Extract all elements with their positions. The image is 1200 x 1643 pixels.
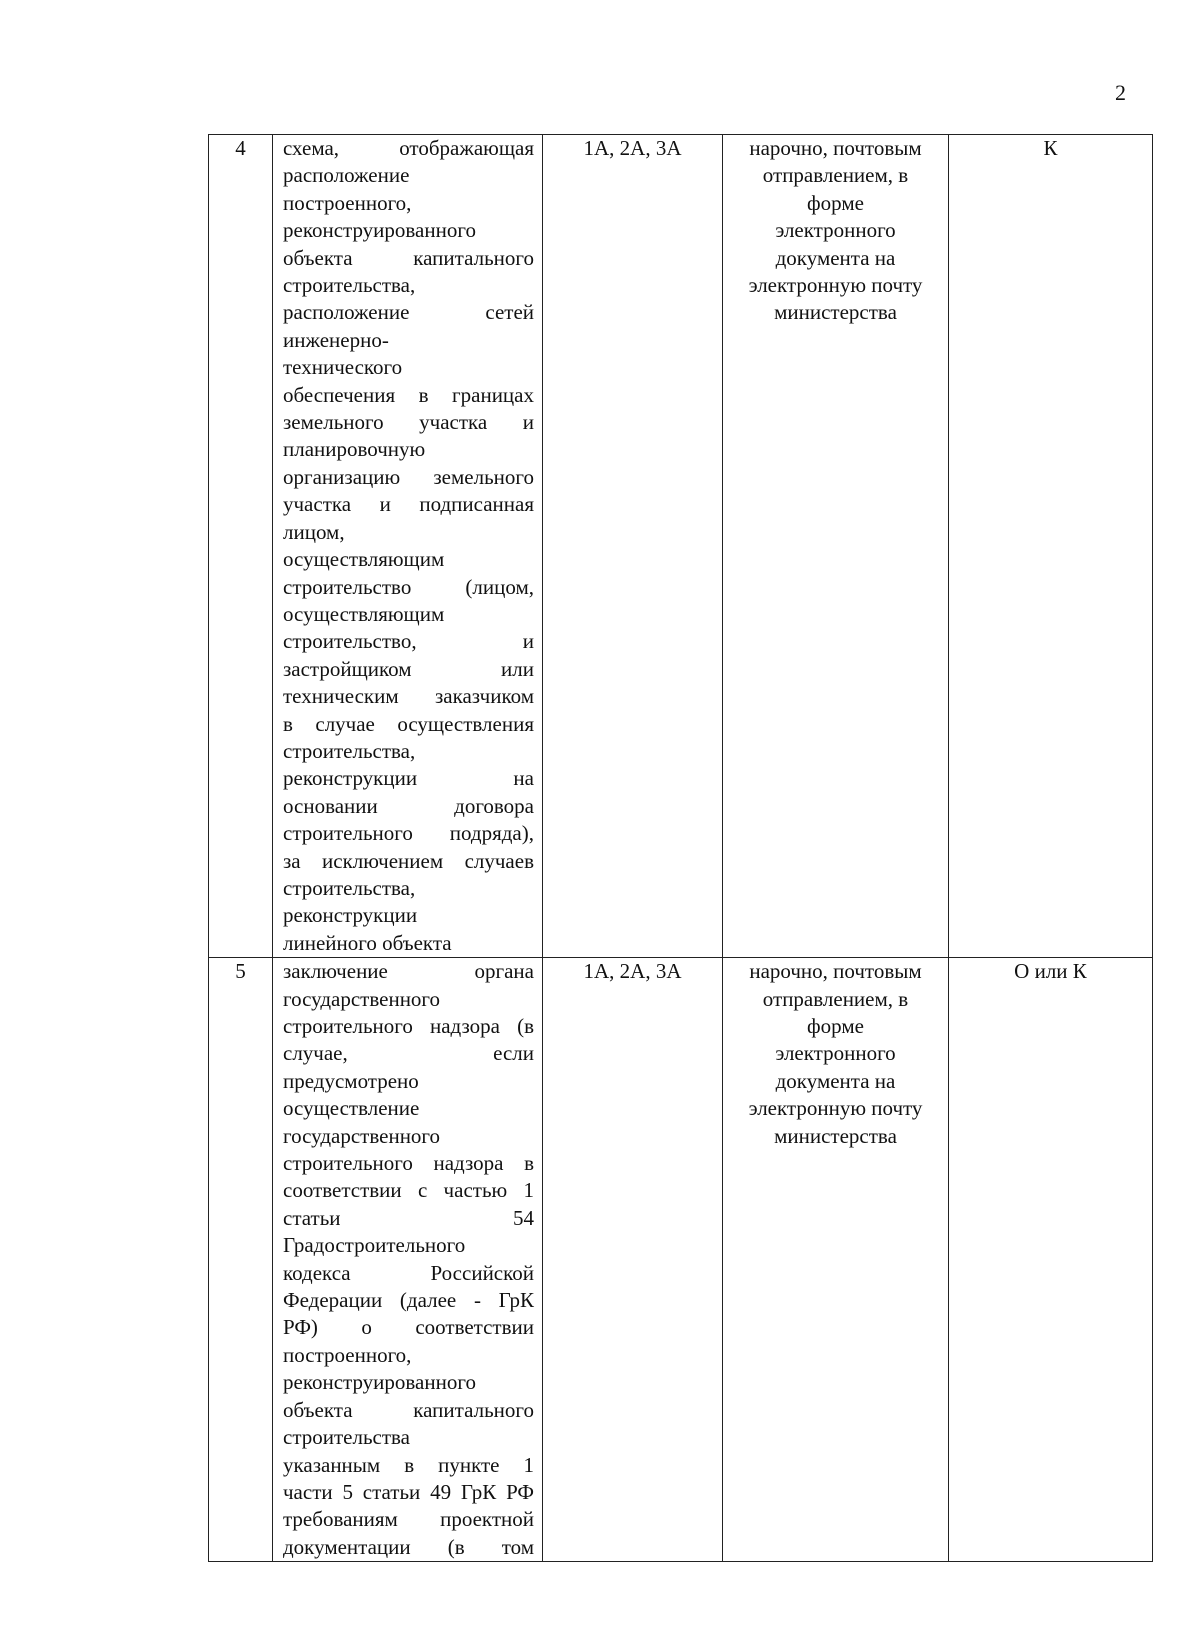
document-name-line: статьи 54 [283,1205,534,1230]
document-name-line: строительного подряда), [283,821,534,846]
submission-method-line: электронного [775,1041,896,1066]
submission-method-line: министерства [774,300,897,325]
table-row [209,958,1153,1562]
page-number: 2 [1115,80,1126,105]
submission-method-line: электронную почту [748,273,923,298]
document-name-line: строительства, [283,738,416,763]
document-name-line: расположение [283,163,410,188]
submission-method-line: министерства [774,1123,897,1148]
document-name-line: части 5 статьи 49 ГрК РФ [283,1479,534,1504]
document-name-line: предусмотрено [283,1068,419,1093]
document-name-line: строительства, [283,273,416,298]
document-name-line: государственного [283,986,441,1011]
document-name-line: осуществление [283,1096,420,1121]
document-name-line: инженерно- [283,327,389,352]
requirements-table [208,134,1153,1562]
document-name-line: основании договора [283,793,534,818]
document-name-line: объекта капитального [283,1397,534,1422]
document-name-line: Федерации (далее - ГрК [283,1288,534,1313]
document-name-line: линейного объекта [283,930,452,955]
document-name-line: строительного надзора в [283,1151,534,1176]
document-name-line: заключение органа [283,959,534,984]
document-name-line: объекта капитального [283,245,534,270]
row-number: 4 [209,135,273,958]
document-name-line: расположение сетей [283,300,534,325]
document-name-line: за исключением случаев [283,848,534,873]
row-number: 5 [209,958,273,1562]
document-name-line: осуществляющим [283,547,445,572]
document-name-line: земельного участка и [283,410,534,435]
document-name-line: реконструированного [283,1370,476,1395]
document-name-line: документации (в том [283,1534,534,1559]
document-name-line: случае, если [283,1041,534,1066]
document-name-line: соответствии с частью 1 [283,1178,534,1203]
document-name-line: строительство (лицом, [283,574,534,599]
submission-method-line: документа на [775,1068,896,1093]
document-name-cell [273,135,543,958]
document-name-line: Градостроительного [283,1233,466,1258]
document-name-line: техническим заказчиком [283,684,534,709]
document-name-line: обеспечения в границах [283,382,534,407]
submission-method-line: нарочно, почтовым [749,136,922,160]
submission-method-line: отправлением, в [762,986,909,1011]
document-name-line: реконструкции на [283,766,534,791]
document-name-line: строительства [283,1425,411,1450]
submission-method-line: форме [807,190,864,215]
forms-cell: 1А, 2А, 3А [543,135,723,958]
submission-method-line: форме [807,1014,864,1038]
submission-method-cell [723,958,949,1562]
document-name-line: реконструкции [283,903,418,928]
document-name-cell [273,958,543,1562]
document-name-line: указанным в пункте 1 [283,1452,534,1477]
submission-method-line: электронного [775,218,896,243]
document-name-line: в случае осуществления [283,711,534,736]
document-name-line: строительного надзора (в [283,1014,534,1038]
document-name-line: государственного [283,1123,441,1148]
submission-method-cell [723,135,949,958]
submission-method-line: электронную почту [748,1096,923,1121]
submission-method-line: документа на [775,245,896,270]
document-name-line: лицом, [283,519,345,544]
document-name-line: построенного, [283,1342,412,1367]
document-type-cell: О или К [949,958,1153,1562]
document-name-line: схема, отображающая [283,136,534,160]
document-name-line: кодекса Российской [283,1260,534,1285]
document-name-line: РФ) о соответствии [283,1315,534,1340]
document-name-line: технического [283,355,403,380]
document-name-line: застройщиком или [283,656,534,681]
document-name-line: реконструированного [283,218,476,243]
submission-method-line: нарочно, почтовым [749,959,922,984]
submission-method-line: отправлением, в [762,163,909,188]
document-name-line: построенного, [283,190,412,215]
document-name-line: строительства, [283,875,416,900]
table-row [209,135,1153,958]
document-type-cell: К [949,135,1153,958]
document-name-line: участка и подписанная [283,492,534,517]
document-name-line: осуществляющим [283,601,445,626]
forms-cell: 1А, 2А, 3А [543,958,723,1562]
document-name-line: требованиям проектной [283,1507,534,1532]
document-name-line: планировочную [283,437,426,462]
document-name-line: строительство, и [283,629,534,654]
document-name-line: организацию земельного [283,464,534,489]
